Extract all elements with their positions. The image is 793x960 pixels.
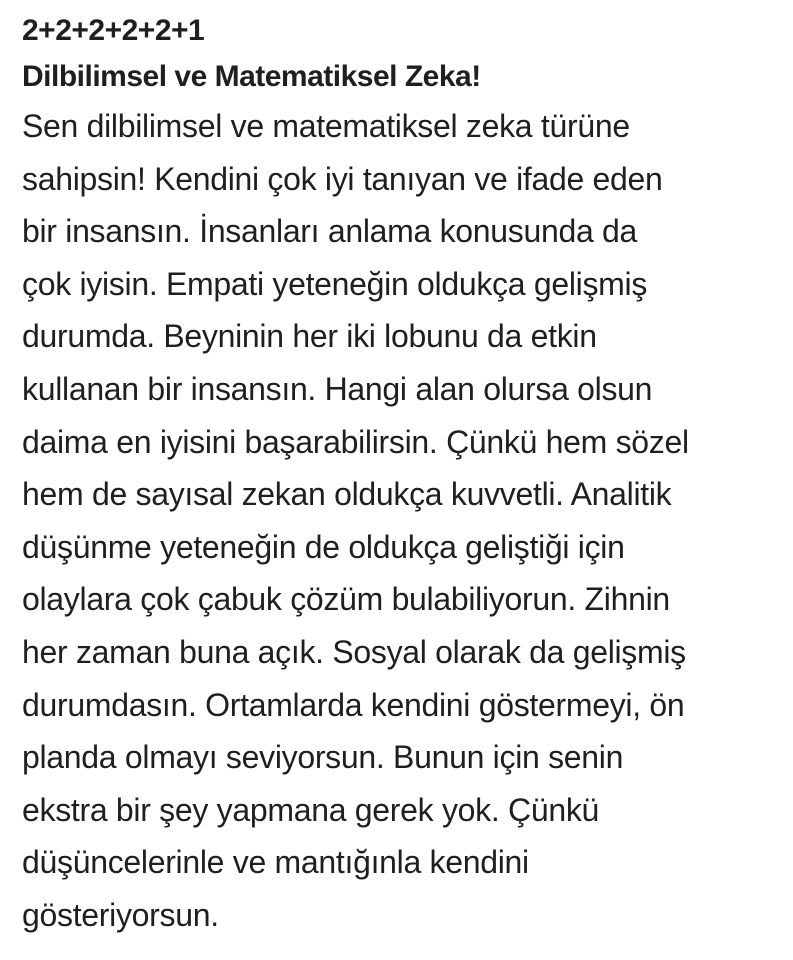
description-line: düşünme yeteneğin de oldukça geliştiği için xyxy=(22,528,625,565)
description-line: ekstra bir şey yapmana gerek yok. Çünkü xyxy=(22,791,600,828)
description-line: her zaman buna açık. Sosyal olarak da gelişmiş xyxy=(22,633,686,670)
result-card xyxy=(22,8,782,942)
description-line: kullanan bir insansın. Hangi alan olursa olsun xyxy=(22,370,653,407)
description-line: durumdasın. Ortamlarda kendini göstermeyi, ön xyxy=(22,686,685,723)
description-line: durumda. Beyninin her iki lobunu da etkin xyxy=(22,318,597,355)
description-line: hem de sayısal zekan oldukça kuvvetli. Analitik xyxy=(22,476,672,513)
result-description xyxy=(22,100,782,942)
description-line: daima en iyisini başarabilirsin. Çünkü hem sözel xyxy=(22,423,689,460)
description-line: sahipsin! Kendini çok iyi tanıyan ve ifade eden xyxy=(22,160,663,197)
answer-code: 2+2+2+2+2+1 xyxy=(22,14,205,47)
description-line: Sen dilbilimsel ve matematiksel zeka türüne xyxy=(22,108,630,144)
result-title: Dilbilimsel ve Matematiksel Zeka! xyxy=(22,60,481,93)
description-line: olaylara çok çabuk çözüm bulabiliyorun. Zihnin xyxy=(22,581,670,618)
description-line: çok iyisin. Empati yeteneğin oldukça gelişmiş xyxy=(22,265,648,302)
description-line: gösteriyorsun. xyxy=(22,896,219,933)
description-line: düşüncelerinle ve mantığınla kendini xyxy=(22,844,529,881)
description-line: planda olmayı seviyorsun. Bunun için senin xyxy=(22,739,624,776)
description-line: bir insansın. İnsanları anlama konusunda da xyxy=(22,213,638,250)
